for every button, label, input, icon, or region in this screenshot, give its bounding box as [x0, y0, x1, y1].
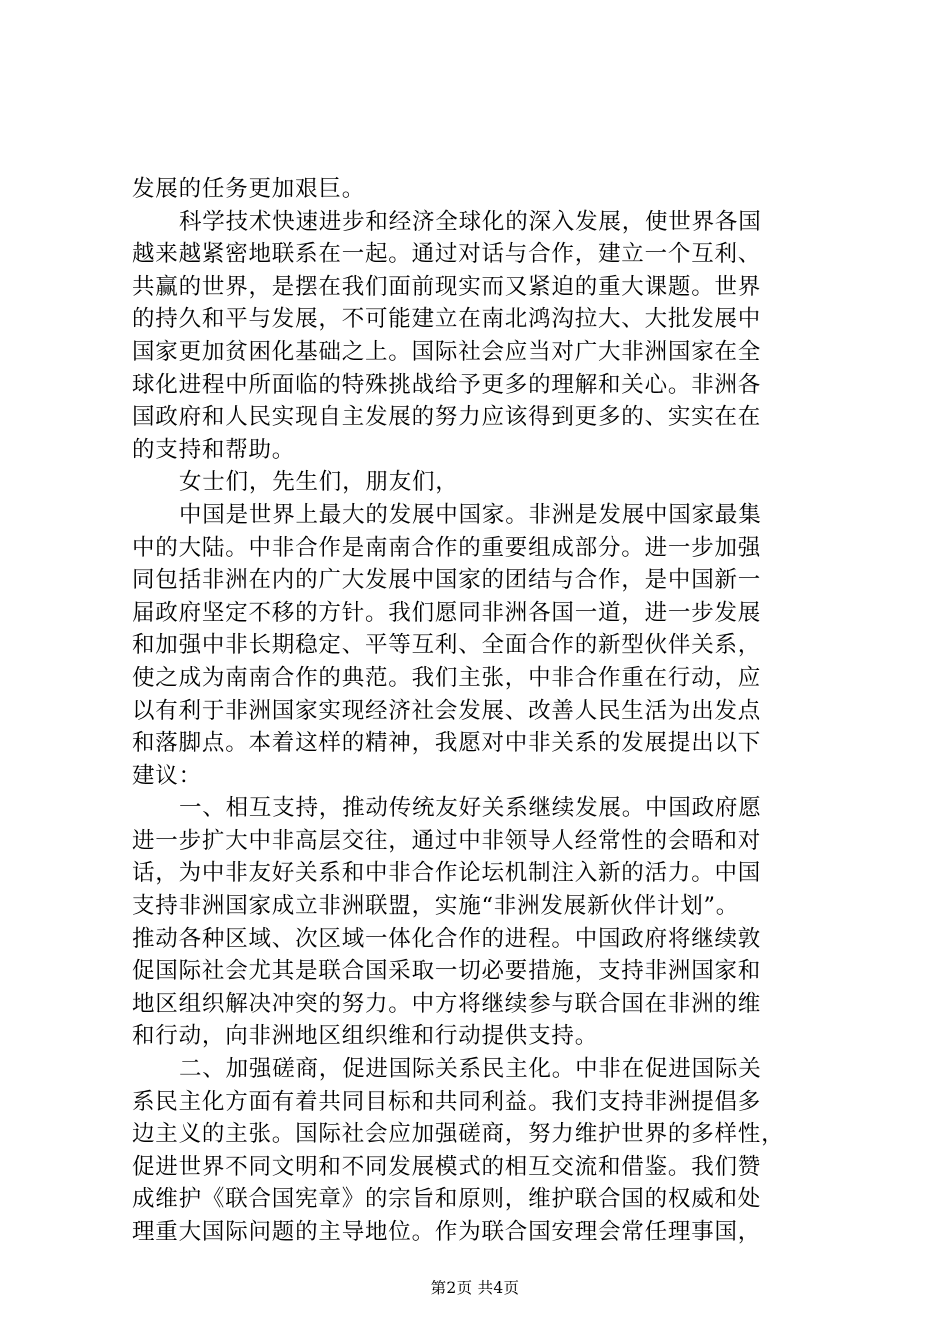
text-line: 促进世界不同文明和不同发展模式的相互交流和借鉴。我们赞 — [132, 1153, 762, 1180]
text-line: 推动各种区域、次区域一体化合作的进程。中国政府将继续敦 — [132, 925, 762, 952]
text-line: 使之成为南南合作的典范。我们主张，中非合作重在行动，应 — [132, 664, 762, 691]
text-line: 女士们，先生们，朋友们， — [179, 469, 459, 496]
text-line: 促国际社会尤其是联合国采取一切必要措施，支持非洲国家和 — [132, 958, 762, 985]
text-line: 越来越紧密地联系在一起。通过对话与合作，建立一个互利、 — [132, 241, 762, 268]
text-line: 和行动，向非洲地区组织维和行动提供支持。 — [132, 1023, 599, 1050]
text-line: 发展的任务更加艰巨。 — [132, 176, 366, 202]
text-line: 一、相互支持，推动传统友好关系继续发展。中国政府愿 — [179, 795, 762, 822]
text-line: 的持久和平与发展，不可能建立在南北鸿沟拉大、大批发展中 — [132, 306, 762, 333]
paragraph — [132, 1053, 836, 1249]
text-line: 中的大陆。中非合作是南南合作的重要组成部分。进一步加强 — [132, 534, 762, 561]
text-line: 球化进程中所面临的特殊挑战给予更多的理解和关心。非洲各 — [132, 371, 762, 398]
text-line: 国政府和人民实现自主发展的努力应该得到更多的、实实在在 — [132, 404, 762, 431]
text-line: 同包括非洲在内的广大发展中国家的团结与合作，是中国新一 — [132, 567, 762, 594]
text-line: 二、加强磋商，促进国际关系民主化。中非在促进国际关 — [179, 1056, 762, 1083]
text-line: 地区组织解决冲突的努力。中方将继续参与联合国在非洲的维 — [132, 990, 762, 1017]
page-footer — [0, 1278, 950, 1298]
paragraph — [132, 792, 836, 1053]
text-line: 成维护《联合国宪章》的宗旨和原则，维护联合国的权威和处 — [132, 1186, 762, 1213]
text-line: 话，为中非友好关系和中非合作论坛机制注入新的活力。中国 — [132, 860, 762, 887]
text-line: 和加强中非长期稳定、平等互利、全面合作的新型伙伴关系， — [132, 632, 762, 659]
text-line: 支持非洲国家成立非洲联盟，实施“非洲发展新伙伴计划”。 — [132, 893, 740, 920]
text-line: 以有利于非洲国家实现经济社会发展、改善人民生活为出发点 — [132, 697, 762, 724]
text-line: 和落脚点。本着这样的精神，我愿对中非关系的发展提出以下 — [132, 730, 762, 757]
paragraph — [132, 499, 836, 792]
text-line: 边主义的主张。国际社会应加强磋商，努力维护世界的多样性， — [132, 1121, 785, 1148]
text-line: 中国是世界上最大的发展中国家。非洲是发展中国家最集 — [179, 501, 762, 528]
paragraph — [132, 173, 836, 206]
text-line: 国家更加贫困化基础之上。国际社会应当对广大非洲国家在全 — [132, 338, 762, 365]
text-line: 进一步扩大中非高层交往，通过中非领导人经常性的会晤和对 — [132, 827, 762, 854]
text-line: 系民主化方面有着共同目标和共同利益。我们支持非洲提倡多 — [132, 1088, 762, 1115]
text-line: 共赢的世界，是摆在我们面前现实而又紧迫的重大课题。世界 — [132, 273, 762, 300]
paragraph — [132, 206, 836, 467]
paragraph — [132, 466, 836, 499]
document-body — [132, 173, 836, 1249]
text-line: 的支持和帮助。 — [132, 436, 296, 463]
text-line: 理重大国际问题的主导地位。作为联合国安理会常任理事国， — [132, 1219, 762, 1245]
text-line: 建议： — [132, 762, 202, 789]
page-number-label: 第2页 共4页 — [430, 1279, 520, 1297]
text-line: 届政府坚定不移的方针。我们愿同非洲各国一道，进一步发展 — [132, 599, 762, 626]
text-line: 科学技术快速进步和经济全球化的深入发展，使世界各国 — [179, 208, 762, 235]
